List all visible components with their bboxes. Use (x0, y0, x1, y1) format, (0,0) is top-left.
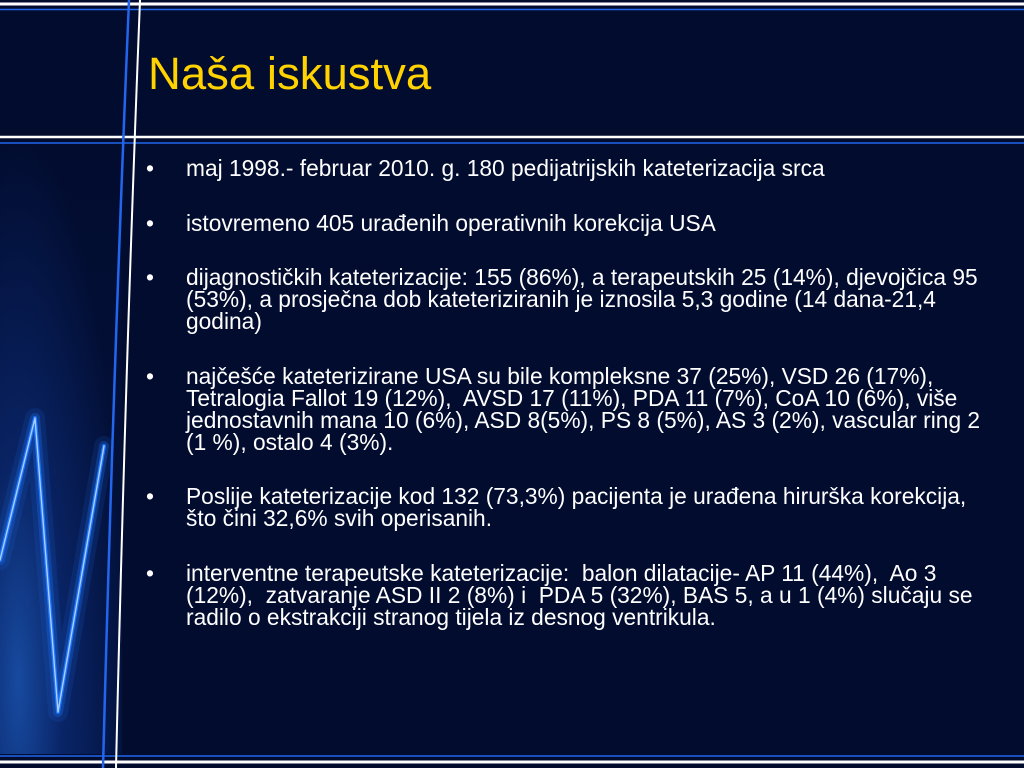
bullet-marker: • (146, 209, 154, 236)
bullet-text (186, 559, 1006, 630)
bullet-line: interventne terapeutske kateterizacije: balon dilatacije- AP 11 (44%), Ao 3 (186, 559, 937, 586)
bullet-list (146, 157, 1006, 660)
vertical-arc-white (116, 0, 140, 768)
bullet-item (146, 157, 1006, 179)
vertical-arc-blue (103, 0, 129, 768)
bullet-marker: • (146, 155, 154, 181)
bullet-text (186, 209, 1006, 236)
slide-title: Naša iskustva (148, 48, 432, 99)
bullet-text (186, 266, 1006, 332)
bullet-text (186, 362, 1006, 455)
bullet-item (146, 362, 1006, 455)
ecg-wave (0, 418, 104, 712)
bullet-item (146, 559, 1006, 630)
bullet-line: Tetralogia Fallot 19 (12%), AVSD 17 (11%), PDA 11 (7%), CoA 10 (6%), više (186, 384, 958, 411)
bullet-marker: • (146, 264, 154, 290)
bullet-line: dijagnostičkih kateterizacije: 155 (86%), a terapeutskih 25 (14%), djevojčica 95 (186, 264, 978, 290)
bullet-line: (12%), zatvaranje ASD II 2 (8%) i PDA 5 (32%), BAS 5, a u 1 (4%) slučaju se (186, 581, 973, 608)
bullet-text (186, 157, 1006, 179)
bullet-item (146, 485, 1006, 529)
bullet-line: (53%), a prosječna dob kateteriziranih je iznosila 5,3 godine (14 dana-21,4 (186, 286, 936, 312)
bullet-line: maj 1998.- februar 2010. g. 180 pedijatrijskih kateterizacija srca (186, 155, 825, 181)
bullet-marker: • (146, 559, 154, 586)
bullet-item (146, 209, 1006, 236)
bullet-line: (1 %), ostalo 4 (3%). (186, 428, 394, 455)
bullet-text (186, 485, 1006, 529)
bullet-line: godina) (186, 308, 262, 334)
bullet-item (146, 266, 1006, 332)
bullet-line: što čini 32,6% svih operisanih. (186, 505, 493, 531)
bullet-marker: • (146, 362, 154, 389)
bullet-line: radilo o ekstrakciji stranog tijela iz desnog ventrikula. (186, 603, 716, 630)
bullet-line: najčešće kateterizirane USA su bile kompleksne 37 (25%), VSD 26 (17%), (186, 362, 934, 389)
bullet-line: istovremeno 405 urađenih operativnih korekcija USA (186, 209, 716, 236)
bullet-line: Poslije kateterizacije kod 132 (73,3%) pacijenta je urađena hirurška korekcija, (186, 483, 967, 509)
bullet-marker: • (146, 483, 154, 509)
bullet-line: jednostavnih mana 10 (6%), ASD 8(5%), PS 8 (5%), AS 3 (2%), vascular ring 2 (186, 406, 981, 433)
